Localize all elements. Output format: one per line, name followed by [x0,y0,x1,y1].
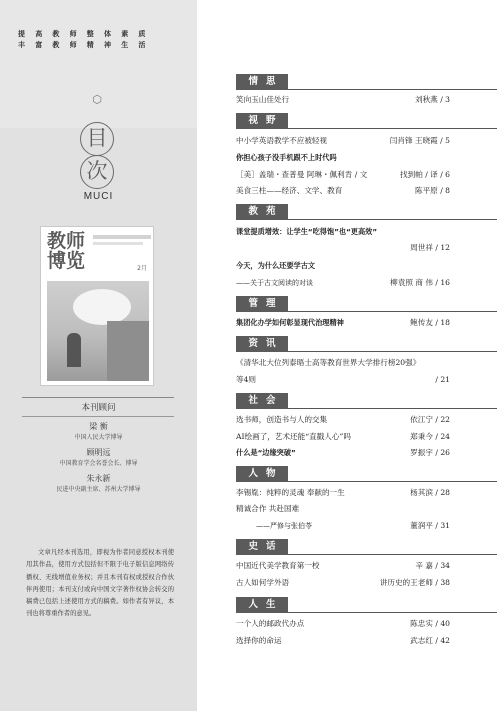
entry-author-page: 陈忠实 / 40 [410,619,450,628]
entry-title: ［美］盖瑞・查普曼 阿琳・佩利肯 / 文 [236,170,368,179]
cover-header-bar-2 [93,242,143,245]
section-label: 教苑 [236,204,288,220]
section-label: 人物 [236,466,288,482]
toc-entry[interactable] [236,447,450,459]
section-label: 管理 [236,296,288,312]
advisor-name: 梁 衡 [89,422,108,431]
advisors-divider-top [22,397,174,398]
entry-title: 选择你的命运 [236,636,282,645]
toc-entry[interactable] [236,260,450,272]
cover-photo [47,281,149,381]
entry-title: 今天，为什么还要学古文 [236,261,316,270]
toc-entry[interactable] [236,487,450,499]
entry-author-page: 找到帕 / 译 / 6 [400,170,450,179]
tagline-2: 丰富教师精神生活 [18,41,156,49]
entry-author-page: 郑秉今 / 24 [410,432,450,441]
entry-author-page: 陈平原 / 8 [415,186,450,195]
cube-icon: ⬡ [92,93,102,106]
toc-entry[interactable] [236,135,450,147]
entry-title: 等4则 [236,375,257,384]
entry-title: 美食三柱——经济、文学、教育 [236,186,343,195]
section-rule [288,481,497,482]
advisor-3 [0,473,197,493]
toc-entry[interactable] [236,635,450,647]
section-label: 资讯 [236,336,288,352]
section-label: 情思 [236,74,288,90]
section-rule [288,89,497,90]
advisor-name: 顾明远 [86,448,111,457]
toc-entry[interactable] [236,317,450,329]
toc-entry[interactable] [236,618,450,630]
advisor-role: 民进中央副主席、苏州大学博导 [56,486,141,493]
toc-entry[interactable] [236,277,450,289]
entry-title: ——关于古文阅读的对谈 [236,279,313,287]
entry-title: 课堂提质增效：让学生“吃得饱”也“更高效” [236,227,378,236]
toc-entry[interactable] [236,577,450,589]
entry-title: 古人如何学外语 [236,578,290,587]
toc-entry[interactable] [236,242,450,254]
entry-title: 李锡胤：纯粹的灵魂 奉献的一生 [236,488,345,497]
section-rule [288,554,497,555]
left-panel-lower [0,128,197,711]
section-rule [288,408,497,409]
toc-entry[interactable] [236,374,450,386]
toc-entry[interactable] [236,560,450,572]
advisors-divider [22,416,174,417]
section-label: 社会 [236,393,288,409]
toc-entry[interactable] [236,169,450,181]
entry-author-page: 依江宁 / 22 [410,415,450,424]
entry-title: 中国近代美学教育第一校 [236,561,320,570]
magazine-cover [40,226,154,386]
toc-entry[interactable] [236,431,450,443]
muci-label: MUCI [83,191,114,202]
toc-char-ci: 次 [80,155,114,189]
advisor-1 [0,421,197,441]
toc-entry[interactable] [236,94,450,106]
cover-issue: 2月 [137,265,147,272]
entry-author-page: 周世祥 / 12 [410,243,450,252]
advisors-title: 本刊顾问 [81,403,116,413]
copyright-notice: 文章凡经本刊选用，即视为作者同意授权本刊使用其作品，使用方式包括但不限于电子版信息网络传播权、无线增值业务权；并且本刊有权或授权合作伙伴再使用；本刊支付或向中国文字著作权协会转交的稿费已包括上述使用方式的稿费。如作者有异议，本刊也将尊重作者的意见。 [26,549,174,618]
left-panel [0,0,197,711]
cover-title: 教师博览 [47,230,86,272]
entry-author-page: 杨其滨 / 28 [410,488,450,497]
toc-entry[interactable] [236,357,450,369]
entry-title: 选书师，创造书与人的交集 [236,415,328,424]
advisor-role: 中国人民大学博导 [74,434,123,441]
toc-entry[interactable] [236,414,450,426]
entry-title: ——严修与张伯苓 [256,522,312,530]
toc-entry[interactable] [236,185,450,197]
entry-title: 精诚合作 共赴国难 [236,504,300,513]
entry-title: 中小学英语教学不应被轻视 [236,136,328,145]
toc-entry[interactable] [236,226,450,238]
entry-title: 《清华北大位列泰晤士高等教育世界大学排行榜20强》 [236,358,421,367]
entry-author-page: 柳袁照 商 伟 / 16 [390,278,450,287]
entry-title: 什么是“边缘突破” [236,448,296,457]
cover-person [67,333,81,367]
section-label: 人生 [236,597,288,613]
toc-entry[interactable] [236,152,450,164]
entry-author-page: 辛 嘉 / 34 [415,561,450,570]
section-rule [288,128,497,129]
entry-title: AI绘画了，艺术还能“直戳人心”吗 [236,432,351,441]
section-label: 史话 [236,539,288,555]
tagline-1: 提高教师整体素质 [18,30,156,38]
section-label: 视野 [236,113,288,129]
toc-char-mu: 目 [80,122,114,156]
entry-title: 一个人的邮政代办点 [236,619,305,628]
section-rule [288,311,497,312]
entry-author-page: 鲍传友 / 18 [410,318,450,327]
cover-wall [107,321,149,381]
entry-title: 笑向玉山佳处行 [236,95,290,104]
entry-author-page: / 21 [435,375,450,384]
cover-header-bar [93,235,151,239]
entry-title: 集团化办学如何彰显现代治理精神 [236,318,344,327]
entry-author-page: 闫肖锋 王晓霞 / 5 [389,136,450,145]
entry-author-page: 董润平 / 31 [410,521,450,530]
section-rule [288,351,497,352]
entry-author-page: 讲历史的王老师 / 38 [379,578,450,587]
advisor-name: 朱永新 [86,474,111,483]
toc-entry[interactable] [236,520,450,532]
section-rule [288,219,497,220]
advisor-role: 中国教育学会名誉会长、博导 [59,460,138,467]
advisor-2 [0,447,197,467]
entry-title: 你担心孩子没手机跟不上时代吗 [236,153,337,162]
cover-cloud [73,289,131,325]
entry-author-page: 刘秋燕 / 3 [415,95,450,104]
entry-author-page: 罗振宇 / 26 [410,448,450,457]
entry-author-page: 武志红 / 42 [410,636,450,645]
toc-entry[interactable] [236,503,450,515]
section-rule [288,612,497,613]
